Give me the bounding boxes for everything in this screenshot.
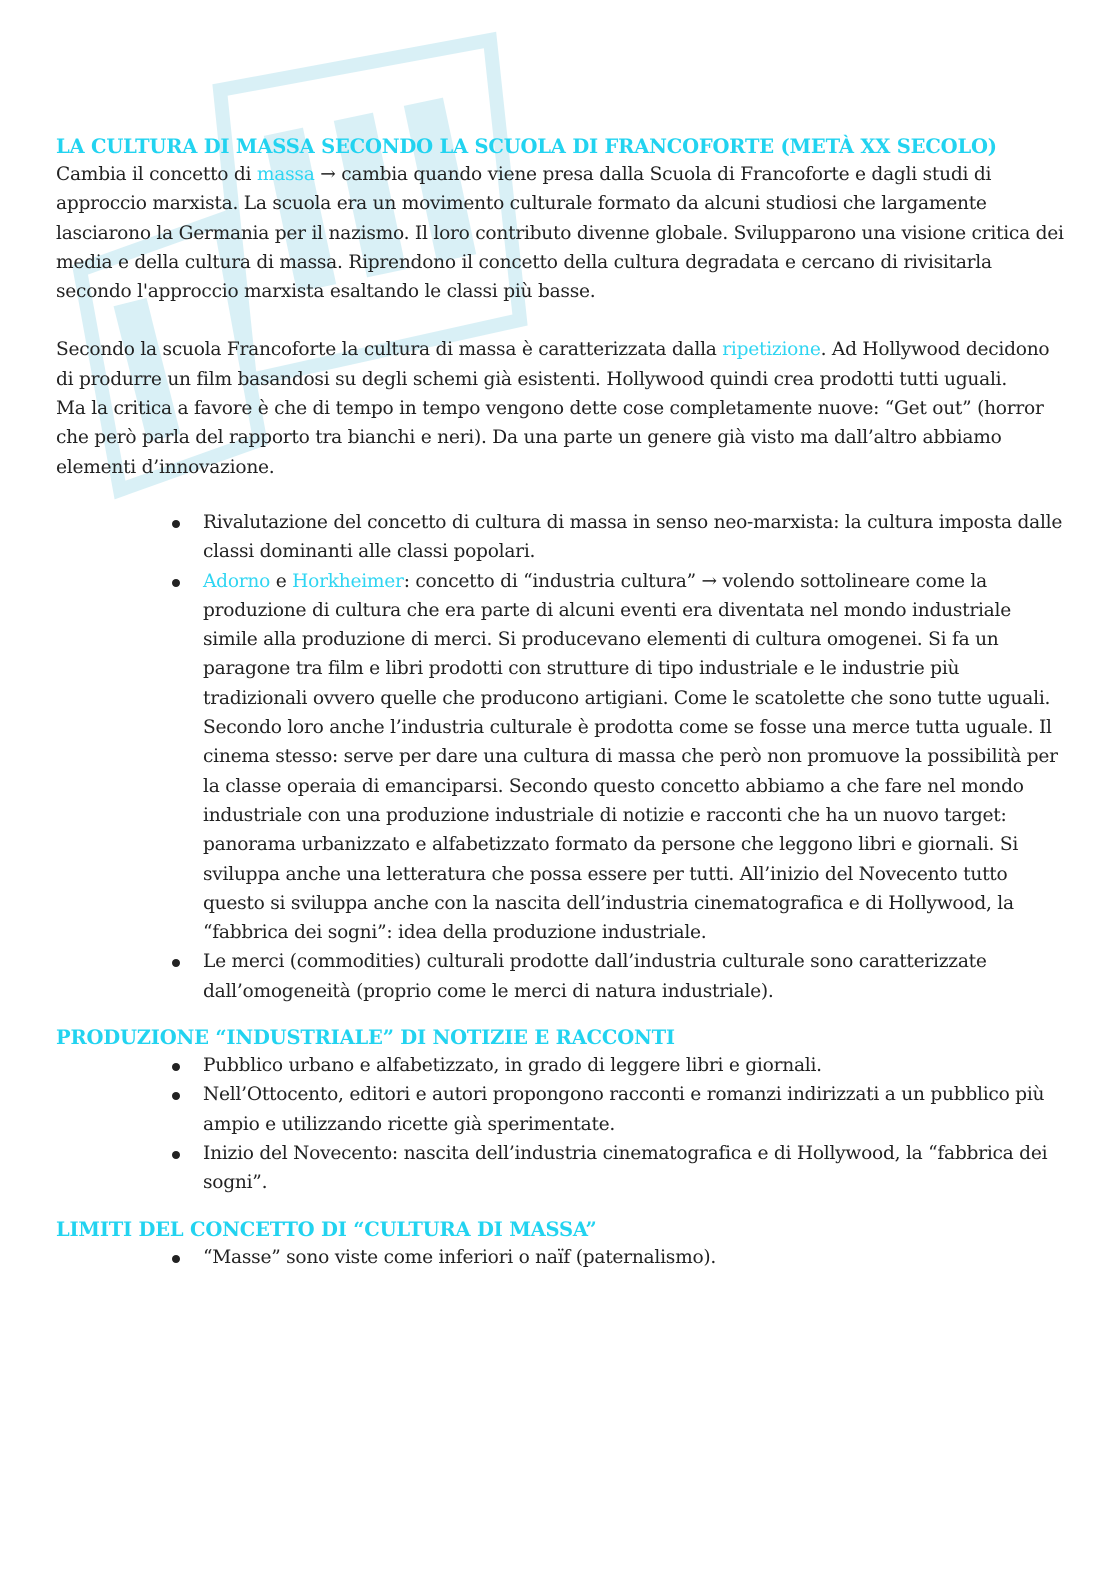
list-item-text: Le merci (commodities) culturali prodotte dall’industria culturale sono caratterizzate dall’omogeneità (proprio come le merci di natura industriale). [203,951,987,1002]
document-page [56,133,1066,1272]
section-title-limiti: LIMITI DEL CONCETTO DI “CULTURA DI MASSA” [56,1217,597,1241]
bullet-icon [172,520,180,528]
list-item-text: Inizio del Novecento: nascita dell’industria cinematografica e di Hollywood, la “fabbrica dei sogni”. [203,1142,1048,1194]
list-item [56,567,1066,948]
section-title-frankfurt: LA CULTURA DI MASSA SECONDO LA SCUOLA DI FRANCOFORTE (METÀ XX SECOLO) [56,135,997,158]
list-item [56,1243,1066,1272]
bullet-list-limiti [56,1243,1066,1272]
paragraph-ripetizione [56,335,1066,394]
list-item [56,947,1066,1006]
highlight-ripetizione: ripetizione [722,339,821,361]
list-item-text: Pubblico urbano e alfabetizzato, in grado di leggere libri e giornali. [203,1055,822,1077]
list-item-text: “Masse” sono viste come inferiori o naïf (paternalismo). [203,1246,717,1268]
paragraph-ripetizione-pre: Secondo la scuola Francoforte la cultura di massa è caratterizzata dalla [56,339,723,361]
paragraph-massa-pre: Cambia il concetto di [56,164,257,185]
list-item-text: : concetto di “industria cultura” → volendo sottolineare come la produzione di cultura che era parte di alcuni eventi era diventata nel mondo industriale simile alla produzione di merci. Si producevano elementi di cultura omogenei. Si fa un paragone tra film e libri prodotti con strutture di tipo industriale e le industrie più tradizionali ovvero quelle che producono artigiani. Come le scatolette che sono tutte uguali. Secondo loro anche l’industria culturale è prodotta come se fosse una merce tutta uguale. Il cinema stesso: serve per dare una cultura di massa che però non promuove la possibilità per la classe operaia di emanciparsi. Secondo questo concetto abbiamo a che fare nel mondo industriale con una produzione industriale di notizie e racconti che ha un nuovo target: panorama urbanizzato e alfabetizzato formato da persone che leggono libri e giornali. Si sviluppa anche una letteratura che possa essere per tutti. All’inizio del Novecento tutto questo si sviluppa anche con la nascita dell’industria cinematografica e di Hollywood, la “fabbrica dei sogni”: idea della produzione industriale. [203,570,1058,944]
paragraph-ripetizione-post: . Ad Hollywood decidono di produrre un film basandosi su degli schemi già esistenti. Hollywood quindi crea prodotti tutti uguali. [56,339,1050,390]
list-item-text: Rivalutazione del concetto di cultura di massa in senso neo-marxista: la cultura imposta dalle classi dominanti alle classi popolari. [203,511,1063,563]
paragraph-massa [56,160,1066,306]
bullet-icon [172,959,180,967]
bullet-icon [172,1063,180,1071]
list-item [56,1080,1066,1139]
highlight-massa: massa [256,164,315,185]
list-item [56,508,1066,567]
bullet-list-produzione [56,1051,1066,1197]
paragraph-massa-post: → cambia quando viene presa dalla Scuola di Francoforte e dagli studi di approccio marxista. La scuola era un movimento culturale formato da alcuni studiosi che largamente lasciarono la Germania per il nazismo. Il loro contributo divenne globale. Svilupparono una visione critica dei media e della cultura di massa. Riprendono il concetto della cultura degradata e cercano di rivisitarla secondo l'approccio marxista esaltando le classi più basse. [56,164,1064,303]
section-title-produzione: PRODUZIONE “INDUSTRIALE” DI NOTIZIE E RACCONTI [56,1026,675,1050]
bullet-icon [172,1092,180,1100]
list-item [56,1051,1066,1080]
list-item [56,1139,1066,1198]
bullet-icon [172,579,180,587]
bullet-list-frankfurt [56,508,1066,1006]
highlight-adorno: Adorno [203,570,271,592]
bullet-icon [172,1255,180,1263]
bullet-icon [172,1151,180,1159]
list-item-text: Nell’Ottocento, editori e autori propongono racconti e romanzi indirizzati a un pubblico più ampio e utilizzando ricette già sperimentate. [203,1084,1045,1135]
list-item-conj: e [270,570,293,592]
highlight-horkheimer: Horkheimer [292,570,404,592]
paragraph-critica: Ma la critica a favore è che di tempo in tempo vengono dette cose completamente nuove: “Get out” (horror che però parla del rapporto tra bianchi e neri). Da una parte un genere già visto ma dall’altro abbiamo elementi d’innovazione. [56,398,1044,478]
